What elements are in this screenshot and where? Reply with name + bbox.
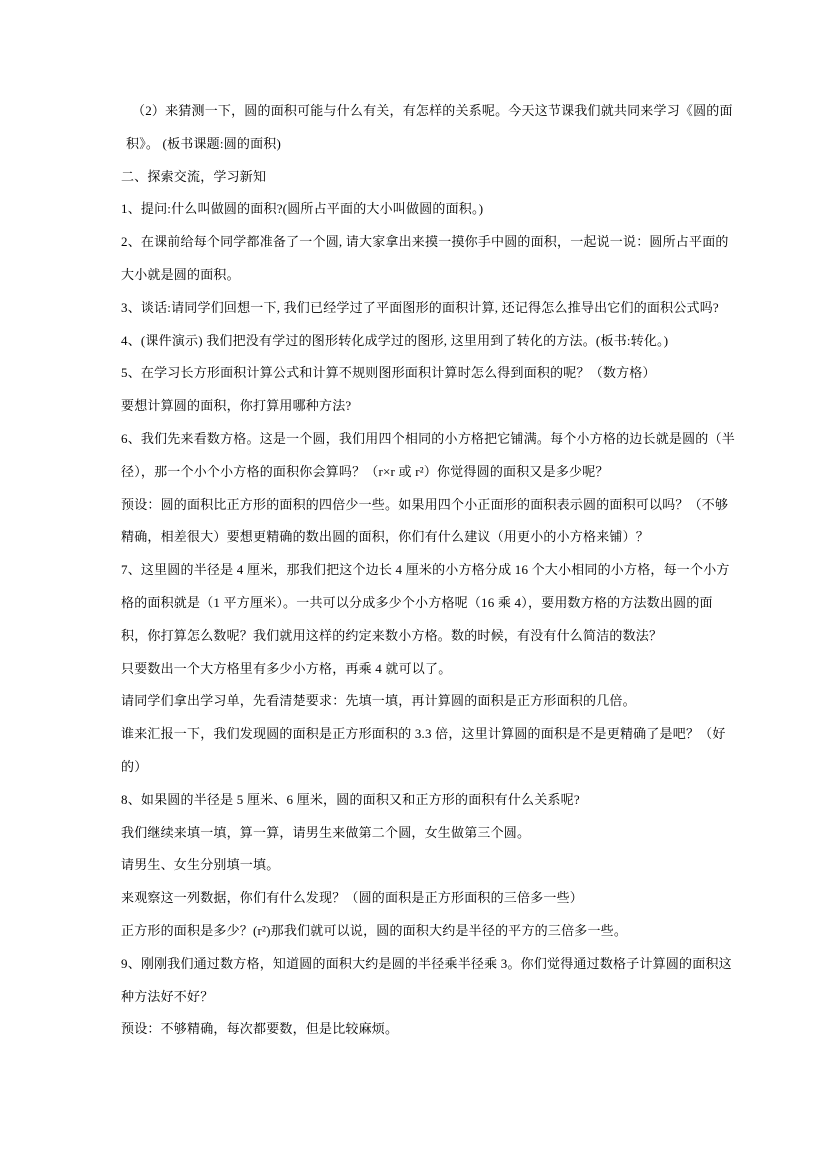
text-line: 二、探索交流，学习新知 xyxy=(121,168,267,184)
para-step-5-count-squares xyxy=(121,357,761,390)
text-line: 7、这里圆的半径是 4 厘米，那我们把这个边长 4 厘米的小方格分成 16 个大小相同的小方格，每一个小方 xyxy=(121,562,730,578)
text-line: 的） xyxy=(121,758,148,774)
text-line: 来观察这一列数据，你们有什么发现？（圆的面积是正方形面积的三倍多一些） xyxy=(121,890,584,906)
para-which-method xyxy=(121,390,761,423)
text-line: 大小就是圆的面积。 xyxy=(121,266,240,282)
para-preset-estimate xyxy=(121,489,761,555)
text-line: 积，你打算怎么数呢？我们就用这样的约定来数小方格。数的时候，有没有什么简洁的数法？ xyxy=(121,627,663,643)
text-line: 种方法好不好？ xyxy=(121,988,214,1004)
text-line: 8、如果圆的半径是 5 厘米、6 厘米，圆的面积又和正方形的面积有什么关系呢? xyxy=(121,791,580,807)
para-report-3point3 xyxy=(121,718,761,784)
text-line: 3、谈话:请同学们回想一下, 我们已经学过了平面图形的面积计算, 还记得怎么推导出它们的面积公式吗? xyxy=(121,299,719,315)
para-step-8-radius-5-6 xyxy=(121,784,761,817)
text-line: 6、我们先来看数方格。这是一个圆，我们用四个相同的小方格把它铺满。每个小方格的边长就是圆的（半 xyxy=(121,430,735,446)
para-step-9-method-review xyxy=(121,948,761,1014)
text-line: 谁来汇报一下，我们发现圆的面积是正方形面积的 3.3 倍，这里计算圆的面积是不是更精确了是吧？（好 xyxy=(121,726,726,742)
para-step-2-touch-circle xyxy=(121,226,761,292)
para-step-1-question xyxy=(121,193,761,226)
para-counting-shortcut xyxy=(121,653,761,686)
para-continue-fill xyxy=(121,817,761,850)
text-line: 1、提问:什么叫做圆的面积?(圆所占平面的大小叫做圆的面积。) xyxy=(121,201,484,217)
text-line: 请同学们拿出学习单，先看清楚要求：先填一填，再计算圆的面积是正方形面积的几倍。 xyxy=(121,693,636,709)
para-boys-girls-fill xyxy=(121,849,761,882)
para-step-7-radius-4cm xyxy=(121,554,761,652)
para-worksheet-instruction xyxy=(121,685,761,718)
text-line: 2、在课前给每个同学都准备了一个圆, 请大家拿出来摸一摸你手中圆的面积，一起说一说：圆所占平面的 xyxy=(121,234,729,250)
text-line: （2）来猜测一下，圆的面积可能与什么有关，有怎样的关系呢。今天这节课我们就共同来学习《圆的面 xyxy=(132,103,733,118)
para-step-6-grid-demo xyxy=(121,423,761,489)
text-line: 预设：不够精确，每次都要数，但是比较麻烦。 xyxy=(121,1021,399,1037)
para-observe-data xyxy=(121,882,761,915)
text-line: 格的面积就是（1 平方厘米）。一共可以分成多少个小方格呢（16 乘 4），要用数方格的方法数出圆的面 xyxy=(121,594,713,610)
text-line: 4、(课件演示) 我们把没有学过的图形转化成学过的图形, 这里用到了转化的方法。(板书:转化。) xyxy=(121,332,669,348)
document-body xyxy=(121,95,761,1046)
text-line: 5、在学习长方形面积计算公式和计算不规则图形面积计算时怎么得到面积的呢？（数方格） xyxy=(121,365,656,381)
text-line: 要想计算圆的面积，你打算用哪种方法? xyxy=(121,398,352,414)
para-preset-imprecise xyxy=(121,1013,761,1046)
para-lead-in-guess xyxy=(121,95,761,161)
heading-section-explore xyxy=(121,161,761,194)
text-line: 请男生、女生分别填一填。 xyxy=(121,857,280,873)
text-line: 9、刚刚我们通过数方格，知道圆的面积大约是圆的半径乘半径乘 3。你们觉得通过数格子计算圆的面积这 xyxy=(121,955,732,971)
text-line: 积》。 (板书课题:圆的面积) xyxy=(126,135,282,151)
text-line: 预设：圆的面积比正方形的面积的四倍少一些。如果用四个小正面形的面积表示圆的面积可以吗？（不够 xyxy=(121,496,729,512)
para-step-3-recall xyxy=(121,292,761,325)
para-step-4-transform xyxy=(121,325,761,358)
text-line: 径），那一个小个小方格的面积你会算吗？（r×r 或 r²）你觉得圆的面积又是多少呢？ xyxy=(121,463,609,479)
para-square-area-conclusion xyxy=(121,915,761,948)
text-line: 正方形的面积是多少？(r²)那我们就可以说，圆的面积大约是半径的平方的三倍多一些。 xyxy=(121,922,628,938)
text-line: 精确，相差很大）要想更精确的数出圆的面积，你们有什么建议（用更小的小方格来铺）？ xyxy=(121,529,650,545)
text-line: 我们继续来填一填，算一算，请男生来做第二个圆，女生做第三个圆。 xyxy=(121,824,531,840)
text-line: 只要数出一个大方格里有多少小方格，再乘 4 就可以了。 xyxy=(121,660,452,676)
